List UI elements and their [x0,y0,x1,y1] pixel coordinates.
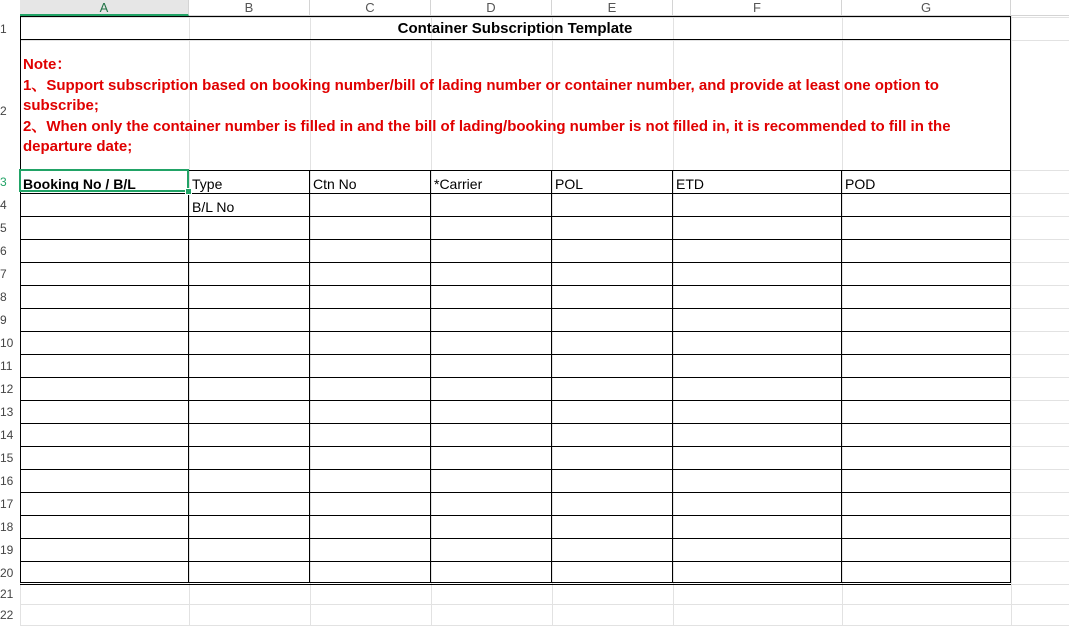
row-header-17[interactable]: 17 [0,496,14,511]
border-line [841,170,842,583]
border-line [20,423,1011,424]
row-header-6[interactable]: 6 [0,243,7,258]
row-header-20[interactable]: 20 [0,565,14,580]
column-header-h[interactable] [1011,0,1069,16]
note-text[interactable] [23,55,1008,158]
border-line [551,170,552,583]
header-etd[interactable]: ETD [676,176,704,192]
column-header-e[interactable]: E [552,0,673,16]
border-line [20,515,1011,516]
border-line [20,492,1011,493]
column-header-c[interactable]: C [310,0,431,16]
column-header-a[interactable]: A [20,0,189,16]
row-header-7[interactable]: 7 [0,266,7,281]
row-header-18[interactable]: 18 [0,519,14,534]
row-header-12[interactable]: 12 [0,381,14,396]
border-line [20,582,1011,583]
row-header-3[interactable]: 3 [0,174,7,189]
row-header-11[interactable]: 11 [0,358,13,373]
border-line [20,239,1011,240]
border-line [20,16,21,583]
border-line [20,216,1011,217]
border-line [20,193,1011,194]
border-line [20,538,1011,539]
border-line [430,170,431,583]
border-line [20,446,1011,447]
note-line-2: 2、When only the container number is filled in and the bill of lading/booking number is not filled in, it is recommended to fill in the departure date; [23,117,951,155]
border-line [20,285,1011,286]
border-line [188,170,189,583]
border-line [20,377,1011,378]
row-header-10[interactable]: 10 [0,335,14,350]
row-header-22[interactable]: 22 [0,607,14,622]
row-header-16[interactable]: 16 [0,473,14,488]
row-header-8[interactable]: 8 [0,289,7,304]
border-line [20,354,1011,355]
header-pod[interactable]: POD [845,176,876,192]
fill-handle[interactable] [185,188,192,195]
column-header-f[interactable]: F [673,0,842,16]
header-carrier[interactable]: *Carrier [434,176,483,192]
border-line [20,262,1011,263]
row-header-2[interactable]: 2 [0,104,7,118]
column-header-d[interactable]: D [431,0,552,16]
header-booking-no[interactable]: Booking No / B/L [23,176,136,192]
border-line [20,561,1011,562]
gridline-v [1011,16,1012,625]
note-line-1: 1、Support subscription based on booking number/bill of lading number or container number, and provide at least one option to subscribe; [23,76,939,114]
note-heading: Note： [23,56,72,73]
row-header-5[interactable]: 5 [0,220,7,235]
header-pol[interactable]: POL [555,176,584,192]
header-type[interactable]: Type [192,176,223,192]
border-line [20,308,1011,309]
border-line [20,469,1011,470]
row-header-21[interactable]: 21 [0,587,14,601]
row-header-14[interactable]: 14 [0,427,14,442]
gridline-h [20,604,1069,605]
sheet-title[interactable]: Container Subscription Template [397,20,633,37]
border-line [20,331,1011,332]
cell-b4-type-value[interactable]: B/L No [192,199,235,215]
border-line [672,170,673,583]
row-header-9[interactable]: 9 [0,312,7,327]
row-header-15[interactable]: 15 [0,450,14,465]
column-header-g[interactable]: G [842,0,1011,16]
border-line [309,170,310,583]
row-header-19[interactable]: 19 [0,542,14,557]
border-line [20,584,1011,585]
header-ctn-no[interactable]: Ctn No [313,176,357,192]
gridline-h [20,40,1069,41]
border-line [1010,16,1011,583]
column-header-b[interactable]: B [189,0,310,16]
row-header-13[interactable]: 13 [0,404,14,419]
row-header-1[interactable]: 1 [0,21,7,36]
row-header-4[interactable]: 4 [0,197,7,212]
active-cell-selection [19,169,189,192]
border-line [20,400,1011,401]
